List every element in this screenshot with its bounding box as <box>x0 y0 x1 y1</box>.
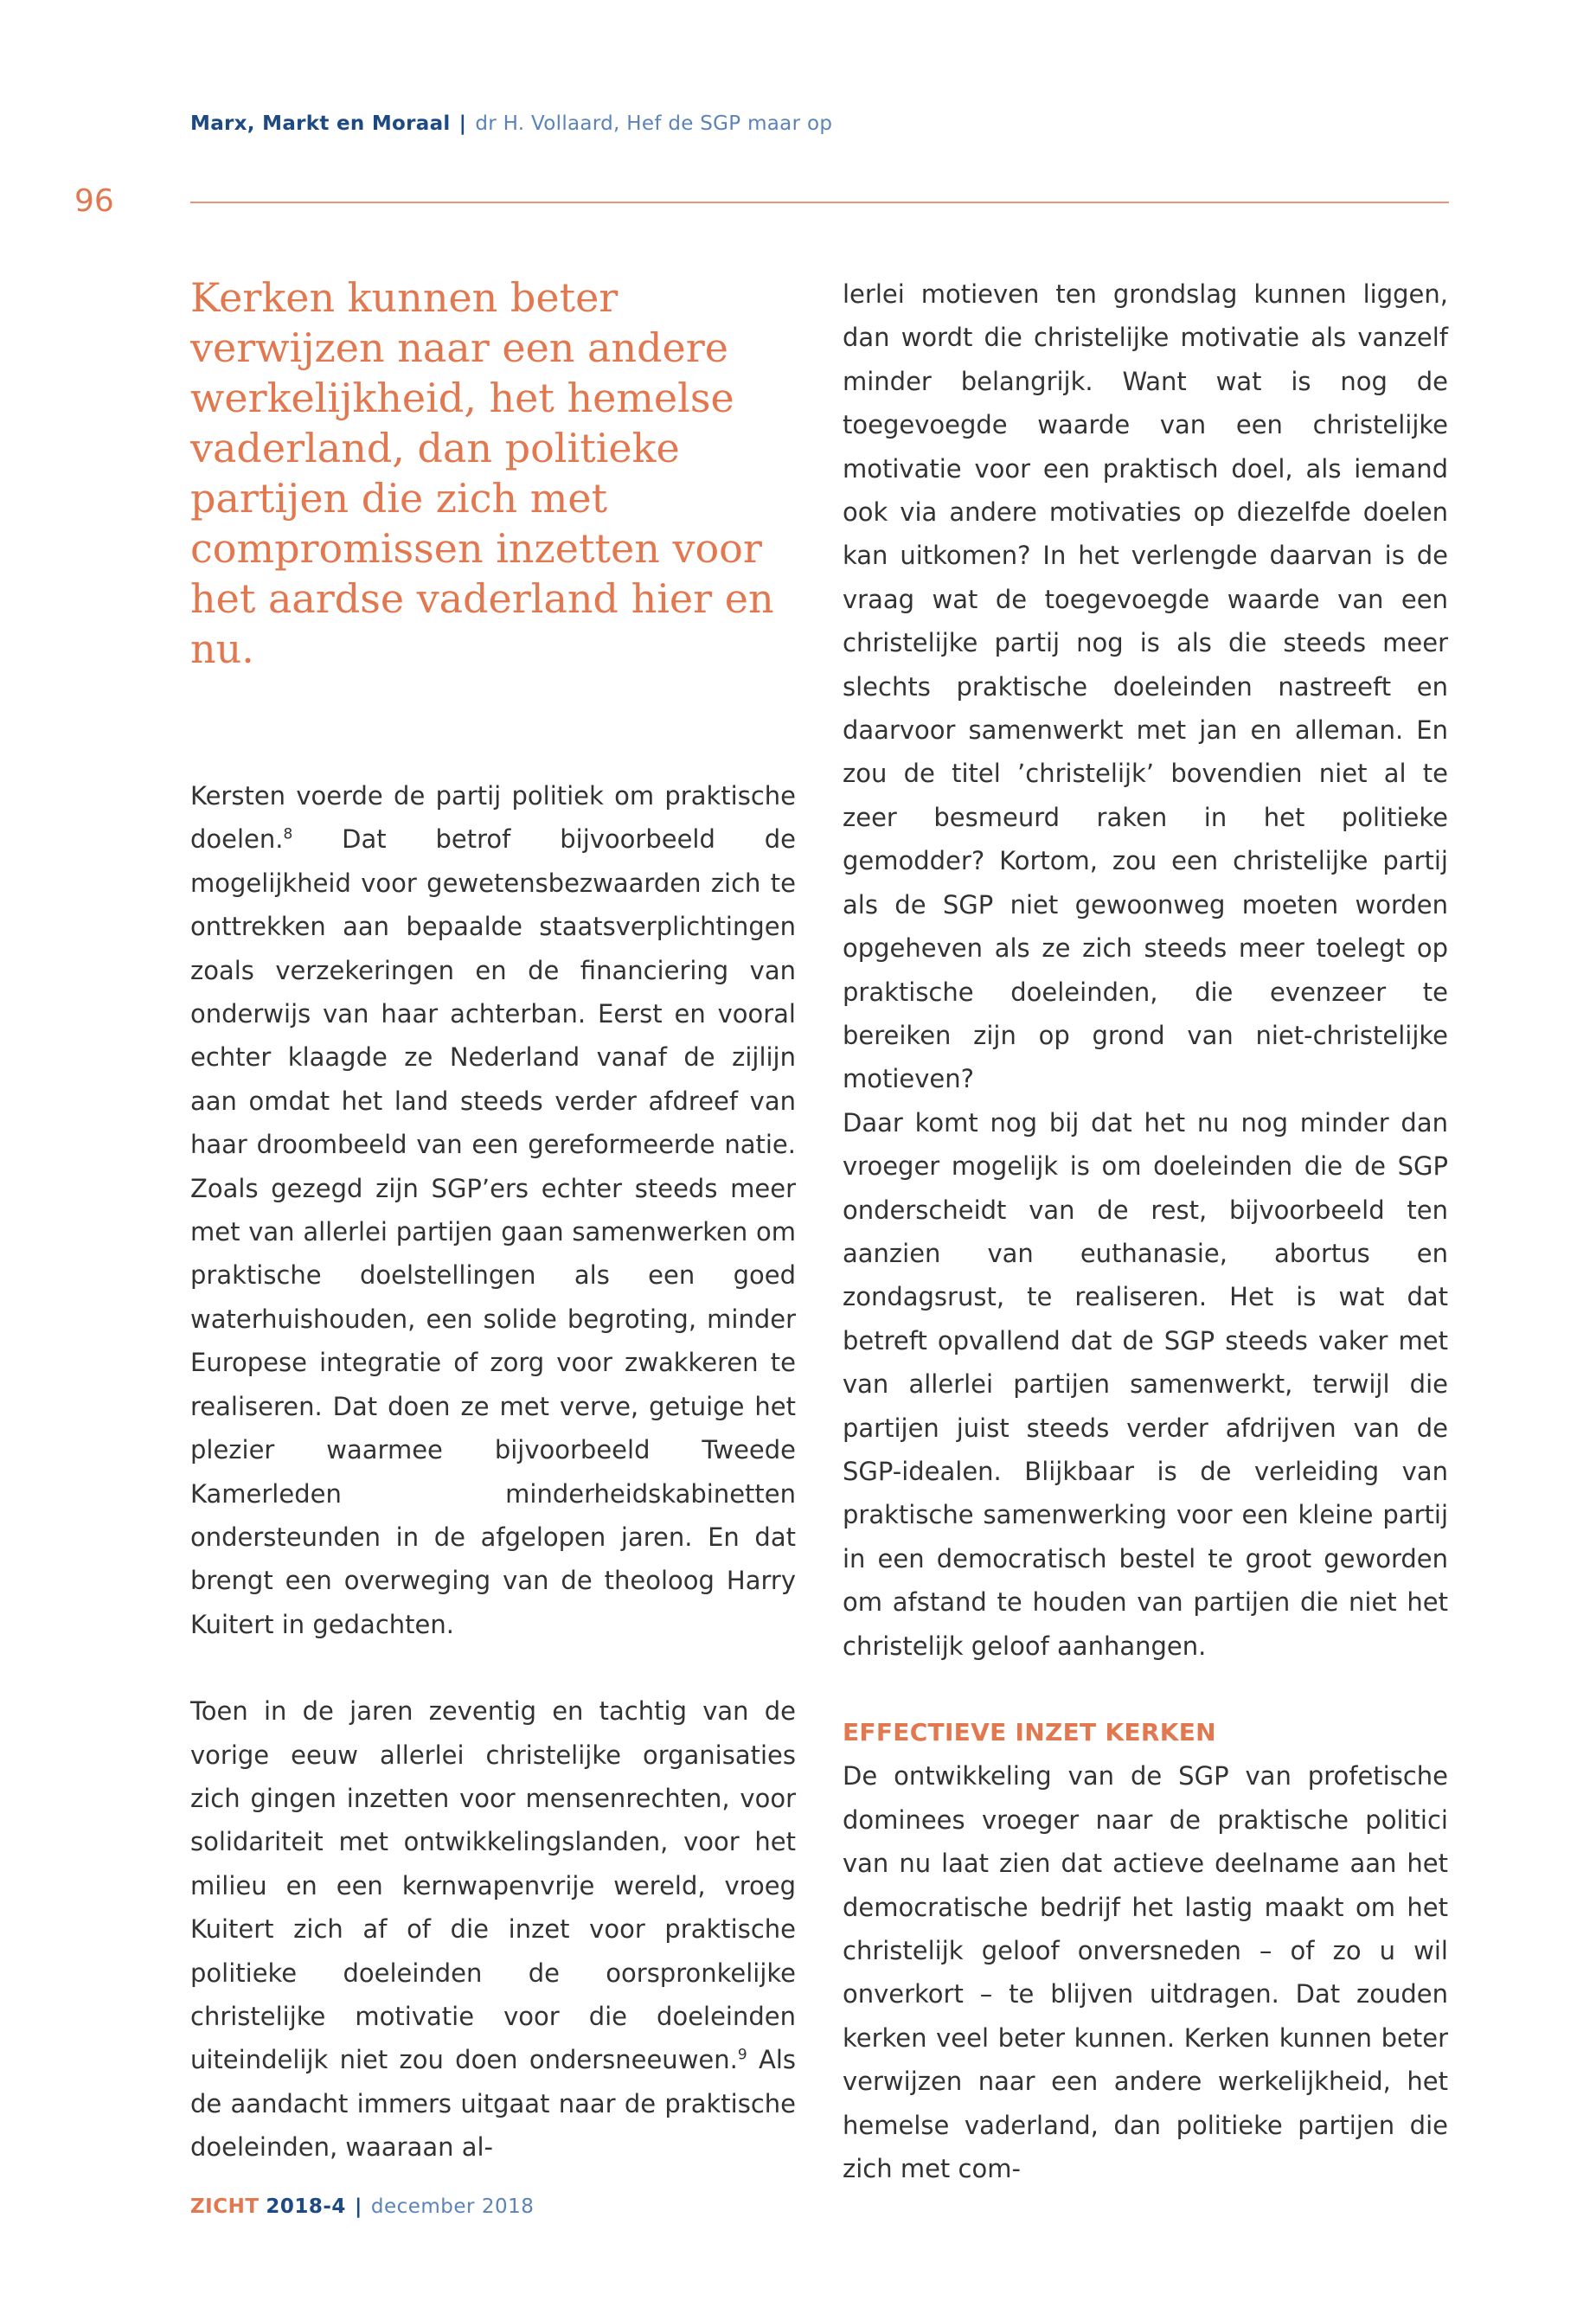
body-paragraph <box>190 774 796 1646</box>
pull-quote: Kerken kunnen beter verwijzen naar een andere werkelijkheid, het hemelse vaderland, dan politieke partijen die zich met compromissen inzetten voor het aardse vaderland hier en nu. <box>190 274 774 672</box>
issue-date: december 2018 <box>370 2195 535 2218</box>
page-number: 96 <box>74 183 114 219</box>
paragraph-text: Kersten voerde de partij politiek om praktische doelen. <box>190 781 796 855</box>
body-paragraph: lerlei motieven ten grondslag kunnen liggen, dan wordt die christelijke motivatie als vanzelf minder belangrijk. Want wat is nog de toegevoegde waarde van een christelijke motivatie voor een praktisch doel, als iemand ook via andere motivaties op diezelfde doelen kan uitkomen? In het verlengde daarvan is de vraag wat de toegevoegde waarde van een christelijke partij nog is als die steeds meer slechts praktische doeleinden nastreeft en daarvoor samenwerkt met jan en alleman. En zou de titel ’christelijk’ bovendien niet al te zeer besmeurd raken in het politieke gemodder? Kortom, zou een christelijke partij als de SGP niet gewoonweg moeten worden opgeheven als ze zich steeds meer toelegt op praktische doeleinden, die evenzeer te bereiken zijn op grond van niet-christelijke motieven? <box>843 279 1448 1094</box>
author-article-title: dr H. Vollaard, Hef de SGP maar op <box>475 112 833 135</box>
footnote-ref-8[interactable]: 8 <box>283 825 293 843</box>
paragraph-text: Toen in de jaren zeventig en tachtig van de vorige eeuw allerlei christelijke organisaties zich gingen inzetten voor mensenrechten, voor solidariteit met ontwikkelingslanden, voor het milieu en een kernwapenvrije wereld, vroeg Kuitert zich af of die inzet voor praktische politieke doeleinden de oorspronkelijke christelijke motivatie voor die doeleinden uiteindelijk niet zou doen ondersneeuwen. <box>190 1696 796 2075</box>
paragraph-text: Dat betrof bijvoorbeeld de mogelijkheid voor gewetensbezwaarden zich te onttrekken aan bepaalde staatsverplichtingen zoals verzekeringen en de financiering van onderwijs van haar achterban. Eerst en vooral echter klaagde ze Nederland vanaf de zijlijn aan omdat het land steeds verder afdreef van haar droombeeld van een gereformeerde natie. Zoals gezegd zijn SGP’ers echter steeds meer met van allerlei partijen gaan samenwerken om praktische doelstellingen als een goed waterhuishouden, een solide begroting, minder Europese integratie of zorg voor zwakkeren te realiseren. Dat doen ze met verve, getuige het plezier waarmee bijvoorbeeld Tweede Kamerleden minderheidskabinetten ondersteunden in de afgelopen jaren. En dat brengt een overweging van de theoloog Harry Kuitert in gedachten. <box>190 824 796 1639</box>
left-column <box>190 272 796 2170</box>
body-paragraph: De ontwikkeling van de SGP van profetische dominees vroeger naar de praktische politici van nu laat zien dat actieve deelname aan het democratische bedrijf het lastig maakt om het christelijk geloof onversneden – of zo u wil onverkort – te blijven uitdragen. Dat zouden kerken veel beter kunnen. Kerken kunnen beter verwijzen naar een andere werkelijkheid, het hemelse vaderland, dan politieke partijen die zich met com- <box>843 1761 1448 2184</box>
header-divider <box>190 202 1449 203</box>
footnote-ref-9[interactable]: 9 <box>737 2046 747 2064</box>
series-title: Marx, Markt en Moraal <box>190 112 451 135</box>
body-paragraph <box>190 1689 796 2169</box>
right-column <box>843 272 1448 2190</box>
magazine-name: ZICHT <box>190 2195 260 2218</box>
section-heading: EFFECTIEVE INZET KERKEN <box>843 1718 1216 1747</box>
paragraph-text: Als de aandacht immers uitgaat naar de praktische doeleinden, waaraan al- <box>190 2045 796 2163</box>
running-header <box>190 112 832 135</box>
header-separator: | <box>458 112 467 135</box>
footer-separator: | <box>354 2195 362 2218</box>
body-paragraph: Daar komt nog bij dat het nu nog minder dan vroeger mogelijk is om doeleinden die de SGP onderscheidt van de rest, bijvoorbeeld ten aanzien van euthanasie, abortus en zondagsrust, te realiseren. Het is wat dat betreft opvallend dat de SGP steeds vaker met van allerlei partijen samenwerkt, terwijl die partijen juist steeds verder afdrijven van de SGP-idealen. Blijkbaar is de verleiding van praktische samenwerking voor een kleine partij in een democratisch bestel te groot geworden om afstand te houden van partijen die niet het christelijk geloof aanhangen. <box>843 1107 1448 1661</box>
running-footer <box>190 2195 534 2218</box>
issue-number: 2018-4 <box>266 2195 346 2218</box>
